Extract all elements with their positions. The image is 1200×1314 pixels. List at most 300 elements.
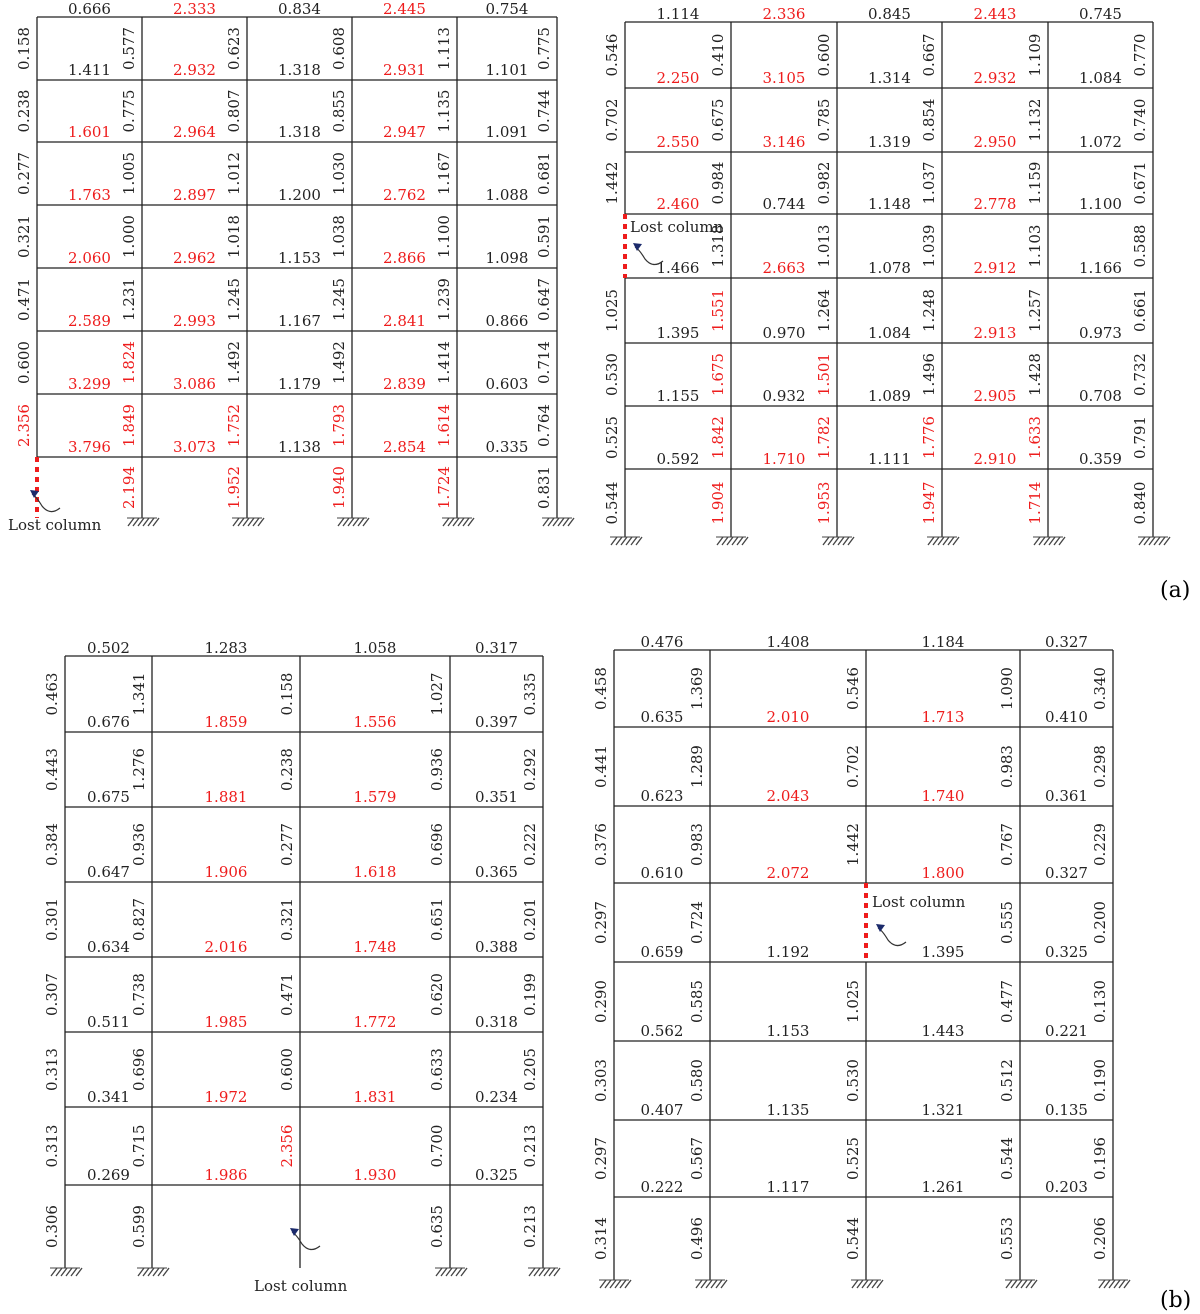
- column-value: 1.318: [709, 224, 727, 268]
- column-value: 0.600: [278, 1048, 296, 1091]
- beam-value: 0.325: [1045, 943, 1088, 961]
- column-value: 0.158: [15, 27, 33, 70]
- column-value: 1.842: [709, 416, 727, 459]
- beam-value: 2.932: [173, 61, 216, 79]
- beam-value: 1.072: [1079, 133, 1122, 151]
- top-beam-value: 2.443: [973, 5, 1017, 23]
- beam-value: 3.086: [173, 375, 216, 393]
- column-value: 0.238: [15, 89, 33, 133]
- column-value: 1.824: [120, 341, 138, 384]
- column-value: 0.313: [43, 1048, 61, 1091]
- column-value: 0.599: [130, 1205, 148, 1248]
- beam-value: 0.388: [475, 938, 518, 956]
- beam-value: 2.897: [173, 186, 216, 204]
- column-value: 1.005: [120, 152, 138, 195]
- beam-value: 1.166: [1079, 259, 1122, 277]
- column-value: 1.947: [920, 481, 938, 525]
- beam-value: 1.986: [204, 1166, 248, 1184]
- column-value: 0.671: [1131, 161, 1149, 205]
- beam-value: 2.913: [973, 324, 1017, 342]
- column-value: 0.130: [1091, 980, 1109, 1023]
- column-value: 0.443: [43, 748, 61, 791]
- beam-value: 2.993: [173, 312, 216, 330]
- column-value: 0.651: [428, 898, 446, 941]
- top-beam-value: 2.445: [383, 0, 426, 18]
- column-value: 1.012: [225, 152, 243, 195]
- column-value: 1.369: [688, 667, 706, 710]
- column-value: 0.303: [592, 1059, 610, 1102]
- beam-value: 2.839: [383, 375, 426, 393]
- beam-value: 0.221: [1045, 1022, 1088, 1040]
- beam-value: 1.098: [485, 249, 529, 267]
- beam-value: 3.146: [762, 133, 806, 151]
- column-value: 1.341: [130, 672, 148, 716]
- column-value: 0.681: [535, 152, 553, 195]
- beam-value: 1.153: [766, 1022, 810, 1040]
- beam-value: 0.675: [87, 788, 130, 806]
- caption-b: (b): [1160, 1288, 1192, 1313]
- column-value: 1.257: [1026, 289, 1044, 332]
- beam-value: 1.772: [353, 1013, 397, 1031]
- column-value: 0.190: [1091, 1059, 1109, 1102]
- column-value: 0.471: [15, 278, 33, 321]
- column-value: 0.458: [592, 667, 610, 710]
- beam-value: 2.072: [766, 864, 810, 882]
- beam-value: 1.088: [485, 186, 529, 204]
- column-value: 0.525: [603, 416, 621, 459]
- column-value: 0.314: [592, 1217, 610, 1260]
- top-beam-value: 0.476: [640, 633, 684, 651]
- beam-value: 0.932: [762, 387, 806, 405]
- beam-value: 2.964: [173, 123, 216, 141]
- beam-value: 1.859: [204, 713, 248, 731]
- column-value: 0.213: [521, 1124, 539, 1168]
- support-icon: [1138, 537, 1170, 545]
- support-icon: [435, 1268, 467, 1276]
- beam-value: 1.101: [485, 61, 529, 79]
- beam-value: 0.203: [1045, 1178, 1088, 1196]
- column-value: 0.410: [709, 33, 727, 77]
- column-value: 0.661: [1131, 289, 1149, 332]
- beam-value: 2.854: [383, 438, 426, 456]
- beam-value: 0.341: [87, 1088, 130, 1106]
- support-icon: [337, 518, 369, 526]
- column-value: 0.376: [592, 823, 610, 866]
- lost-column-label: Lost column: [630, 218, 724, 236]
- beam-value: 0.325: [475, 1166, 518, 1184]
- column-value: 0.702: [844, 745, 862, 788]
- top-beam-value: 2.333: [173, 0, 216, 18]
- beam-value: 0.351: [475, 788, 518, 806]
- column-value: 0.732: [1131, 353, 1149, 396]
- column-value: 0.715: [130, 1124, 148, 1168]
- column-value: 0.633: [428, 1048, 446, 1091]
- column-value: 0.740: [1131, 98, 1149, 142]
- column-value: 0.277: [15, 152, 33, 195]
- beam-value: 1.078: [868, 259, 911, 277]
- column-value: 0.477: [998, 980, 1016, 1023]
- beam-value: 0.708: [1079, 387, 1122, 405]
- beam-value: 1.618: [353, 863, 397, 881]
- arrow-icon: [876, 924, 885, 932]
- column-value: 0.675: [709, 98, 727, 142]
- beam-value: 0.335: [485, 438, 529, 456]
- column-value: 0.199: [521, 973, 539, 1016]
- column-value: 1.109: [1026, 33, 1044, 77]
- column-value: 0.600: [15, 341, 33, 384]
- top-beam-value: 2.336: [762, 5, 806, 23]
- column-value: 0.546: [844, 667, 862, 710]
- column-value: 0.984: [709, 161, 727, 205]
- support-icon: [927, 537, 959, 545]
- beam-value: 3.299: [68, 375, 111, 393]
- beam-value: 3.796: [68, 438, 111, 456]
- column-value: 1.752: [225, 404, 243, 447]
- column-value: 0.770: [1131, 33, 1149, 77]
- support-icon: [127, 518, 159, 526]
- top-beam-value: 1.408: [766, 633, 810, 651]
- beam-value: 1.443: [921, 1022, 965, 1040]
- beam-value: 2.905: [973, 387, 1017, 405]
- beam-value: 1.985: [204, 1013, 248, 1031]
- beam-value: 2.010: [766, 708, 810, 726]
- column-value: 0.544: [998, 1137, 1016, 1180]
- top-beam-value: 0.317: [475, 639, 518, 657]
- beam-value: 2.460: [656, 195, 700, 213]
- column-value: 0.775: [120, 89, 138, 133]
- column-value: 0.555: [998, 901, 1016, 944]
- beam-value: 3.105: [762, 69, 806, 87]
- column-value: 1.100: [435, 215, 453, 258]
- column-value: 1.492: [330, 341, 348, 384]
- top-beam-value: 1.058: [353, 639, 397, 657]
- support-icon: [1098, 1280, 1130, 1288]
- beam-value: 2.841: [383, 312, 426, 330]
- beam-value: 0.610: [640, 864, 684, 882]
- column-value: 1.501: [815, 353, 833, 396]
- column-value: 1.492: [225, 341, 243, 384]
- beam-value: 1.200: [278, 186, 321, 204]
- column-value: 0.591: [535, 215, 553, 258]
- beam-value: 2.950: [973, 133, 1017, 151]
- lost-column-label: Lost column: [254, 1277, 348, 1295]
- column-value: 0.623: [225, 27, 243, 70]
- beam-value: 2.962: [173, 249, 216, 267]
- column-value: 0.222: [521, 823, 539, 866]
- column-value: 0.785: [815, 98, 833, 142]
- beam-value: 0.623: [640, 787, 684, 805]
- column-value: 1.248: [920, 289, 938, 332]
- top-beam-value: 0.666: [68, 0, 111, 18]
- beam-value: 1.579: [353, 788, 397, 806]
- column-value: 1.039: [920, 224, 938, 268]
- column-value: 0.700: [428, 1124, 446, 1168]
- beam-value: 1.601: [68, 123, 111, 141]
- beam-value: 0.866: [485, 312, 529, 330]
- beam-value: 0.397: [475, 713, 518, 731]
- column-value: 1.496: [920, 353, 938, 396]
- column-value: 1.289: [688, 745, 706, 788]
- column-value: 0.306: [43, 1205, 61, 1248]
- column-value: 1.724: [435, 466, 453, 509]
- support-icon: [232, 518, 264, 526]
- column-value: 0.567: [688, 1137, 706, 1180]
- beam-value: 2.932: [973, 69, 1017, 87]
- beam-value: 0.603: [485, 375, 529, 393]
- beam-value: 1.321: [921, 1101, 965, 1119]
- beam-value: 2.762: [383, 186, 426, 204]
- column-value: 1.782: [815, 416, 833, 459]
- column-value: 0.738: [130, 973, 148, 1016]
- support-icon: [137, 1268, 169, 1276]
- column-value: 1.414: [435, 341, 453, 384]
- caption-a: (a): [1160, 578, 1191, 603]
- column-value: 1.633: [1026, 416, 1044, 459]
- beam-value: 3.073: [173, 438, 216, 456]
- column-value: 0.764: [535, 404, 553, 447]
- column-value: 0.775: [535, 27, 553, 70]
- beam-value: 1.740: [921, 787, 965, 805]
- beam-value: 2.910: [973, 450, 1017, 468]
- support-icon: [1033, 537, 1065, 545]
- column-value: 0.297: [592, 901, 610, 944]
- beam-value: 2.663: [762, 259, 806, 277]
- column-value: 0.544: [844, 1217, 862, 1260]
- column-value: 0.525: [844, 1137, 862, 1180]
- column-value: 1.849: [120, 404, 138, 447]
- column-value: 0.696: [130, 1048, 148, 1091]
- column-value: 0.277: [278, 823, 296, 866]
- column-value: 1.675: [709, 353, 727, 396]
- beam-value: 1.318: [278, 123, 321, 141]
- column-value: 0.196: [1091, 1137, 1109, 1180]
- top-beam-value: 1.184: [921, 633, 965, 651]
- column-value: 1.952: [225, 466, 243, 509]
- top-beam-value: 1.114: [656, 5, 700, 23]
- column-value: 0.936: [428, 748, 446, 791]
- beam-value: 1.748: [353, 938, 397, 956]
- column-value: 0.530: [603, 353, 621, 396]
- top-beam-value: 0.754: [485, 0, 529, 18]
- column-value: 0.840: [1131, 481, 1149, 525]
- beam-value: 0.511: [87, 1013, 130, 1031]
- beam-value: 1.084: [1079, 69, 1122, 87]
- support-icon: [442, 518, 474, 526]
- beam-value: 0.234: [475, 1088, 518, 1106]
- beam-value: 2.931: [383, 61, 426, 79]
- beam-value: 0.970: [762, 324, 806, 342]
- column-value: 0.744: [535, 89, 553, 133]
- support-icon: [851, 1280, 883, 1288]
- beam-value: 1.111: [868, 450, 911, 468]
- column-value: 1.442: [844, 823, 862, 866]
- column-value: 1.135: [435, 89, 453, 133]
- beam-value: 2.866: [383, 249, 426, 267]
- column-value: 0.321: [15, 215, 33, 258]
- column-value: 0.831: [535, 466, 553, 509]
- column-value: 0.463: [43, 672, 61, 716]
- column-value: 0.827: [130, 898, 148, 941]
- beam-value: 1.155: [656, 387, 700, 405]
- beam-value: 0.222: [640, 1178, 684, 1196]
- column-value: 0.667: [920, 33, 938, 77]
- column-value: 1.030: [330, 152, 348, 195]
- column-value: 0.321: [278, 898, 296, 941]
- column-value: 0.588: [1131, 224, 1149, 268]
- column-value: 0.238: [278, 748, 296, 791]
- beam-value: 0.410: [1045, 708, 1088, 726]
- beam-value: 0.973: [1079, 324, 1122, 342]
- beam-value: 2.250: [656, 69, 700, 87]
- column-value: 0.620: [428, 973, 446, 1016]
- beam-value: 0.359: [1079, 450, 1122, 468]
- beam-value: 1.100: [1079, 195, 1122, 213]
- beam-value: 1.089: [868, 387, 911, 405]
- column-value: 0.297: [592, 1137, 610, 1180]
- beam-value: 0.592: [656, 450, 700, 468]
- column-value: 0.205: [521, 1048, 539, 1091]
- column-value: 1.038: [330, 215, 348, 258]
- beam-value: 1.153: [278, 249, 321, 267]
- column-value: 0.585: [688, 980, 706, 1023]
- column-value: 0.696: [428, 823, 446, 866]
- column-value: 1.025: [603, 289, 621, 332]
- column-value: 1.167: [435, 152, 453, 195]
- column-value: 0.335: [521, 672, 539, 716]
- column-value: 1.793: [330, 404, 348, 447]
- beam-value: 0.327: [1045, 864, 1088, 882]
- beam-value: 1.117: [766, 1178, 810, 1196]
- beam-value: 1.135: [766, 1101, 810, 1119]
- beam-value: 2.060: [68, 249, 111, 267]
- beam-value: 1.763: [68, 186, 111, 204]
- beam-value: 2.778: [973, 195, 1017, 213]
- column-value: 1.953: [815, 481, 833, 525]
- beam-value: 0.407: [640, 1101, 684, 1119]
- column-value: 0.724: [688, 901, 706, 944]
- column-value: 0.608: [330, 27, 348, 70]
- beam-value: 1.318: [278, 61, 321, 79]
- column-value: 1.113: [435, 27, 453, 70]
- column-value: 0.807: [225, 89, 243, 133]
- beam-value: 0.135: [1045, 1101, 1088, 1119]
- beam-value: 1.084: [868, 324, 911, 342]
- column-value: 1.940: [330, 466, 348, 509]
- support-icon: [610, 537, 642, 545]
- beam-value: 2.043: [766, 787, 810, 805]
- column-value: 1.714: [1026, 481, 1044, 525]
- beam-value: 1.319: [868, 133, 911, 151]
- column-value: 0.206: [1091, 1217, 1109, 1260]
- beam-value: 0.635: [640, 708, 684, 726]
- column-value: 1.614: [435, 404, 453, 447]
- top-beam-value: 0.834: [278, 0, 321, 18]
- column-value: 1.037: [920, 161, 938, 205]
- column-value: 0.201: [521, 898, 539, 941]
- column-value: 1.090: [998, 667, 1016, 710]
- column-value: 0.313: [43, 1124, 61, 1168]
- column-value: 2.194: [120, 466, 138, 509]
- column-value: 0.855: [330, 89, 348, 133]
- beam-value: 1.800: [921, 864, 965, 882]
- column-value: 0.714: [535, 341, 553, 384]
- column-value: 0.292: [521, 748, 539, 791]
- column-value: 1.428: [1026, 353, 1044, 396]
- column-value: 0.553: [998, 1217, 1016, 1260]
- column-value: 0.544: [603, 481, 621, 525]
- beam-value: 1.091: [485, 123, 529, 141]
- column-value: 0.298: [1091, 745, 1109, 788]
- column-value: 0.635: [428, 1205, 446, 1248]
- column-value: 1.025: [844, 980, 862, 1023]
- beam-value: 1.395: [921, 943, 965, 961]
- column-value: 0.577: [120, 27, 138, 70]
- column-value: 0.983: [688, 823, 706, 866]
- column-value: 1.013: [815, 224, 833, 268]
- lost-column-leader: [878, 928, 906, 946]
- beam-value: 0.361: [1045, 787, 1088, 805]
- column-value: 0.229: [1091, 823, 1109, 866]
- beam-value: 1.713: [921, 708, 965, 726]
- column-value: 2.356: [278, 1124, 296, 1168]
- beam-value: 1.167: [278, 312, 321, 330]
- beam-value: 1.556: [353, 713, 397, 731]
- column-value: 0.213: [521, 1205, 539, 1248]
- arrow-icon: [633, 243, 642, 251]
- column-value: 0.301: [43, 898, 61, 941]
- column-value: 1.551: [709, 289, 727, 332]
- beam-value: 1.148: [868, 195, 911, 213]
- beam-value: 0.562: [640, 1022, 684, 1040]
- column-value: 1.132: [1026, 98, 1044, 142]
- beam-value: 1.179: [278, 375, 321, 393]
- lost-column-leader: [292, 1232, 320, 1250]
- column-value: 0.512: [998, 1059, 1016, 1102]
- beam-value: 1.710: [762, 450, 806, 468]
- column-value: 1.000: [120, 215, 138, 258]
- beam-value: 1.395: [656, 324, 700, 342]
- beam-value: 2.550: [656, 133, 700, 151]
- column-value: 0.200: [1091, 901, 1109, 944]
- column-value: 0.471: [278, 973, 296, 1016]
- column-value: 1.904: [709, 481, 727, 525]
- beam-value: 2.016: [204, 938, 248, 956]
- support-icon: [1005, 1280, 1037, 1288]
- column-value: 0.496: [688, 1217, 706, 1260]
- beam-value: 1.930: [353, 1166, 397, 1184]
- beam-value: 0.269: [87, 1166, 130, 1184]
- column-value: 0.936: [130, 823, 148, 866]
- beam-value: 0.744: [762, 195, 806, 213]
- beam-value: 1.138: [278, 438, 321, 456]
- column-value: 0.290: [592, 980, 610, 1023]
- column-value: 1.231: [120, 278, 138, 321]
- column-value: 0.983: [998, 745, 1016, 788]
- beam-value: 1.881: [204, 788, 248, 806]
- support-icon: [599, 1280, 631, 1288]
- column-value: 1.442: [603, 161, 621, 205]
- beam-value: 2.947: [383, 123, 426, 141]
- beam-value: 0.647: [87, 863, 130, 881]
- beam-value: 0.659: [640, 943, 684, 961]
- column-value: 0.854: [920, 98, 938, 142]
- column-value: 0.340: [1091, 667, 1109, 710]
- beam-value: 1.972: [204, 1088, 248, 1106]
- column-value: 1.018: [225, 215, 243, 258]
- lost-column-label: Lost column: [8, 516, 102, 534]
- column-value: 0.546: [603, 33, 621, 77]
- top-beam-value: 0.502: [87, 639, 130, 657]
